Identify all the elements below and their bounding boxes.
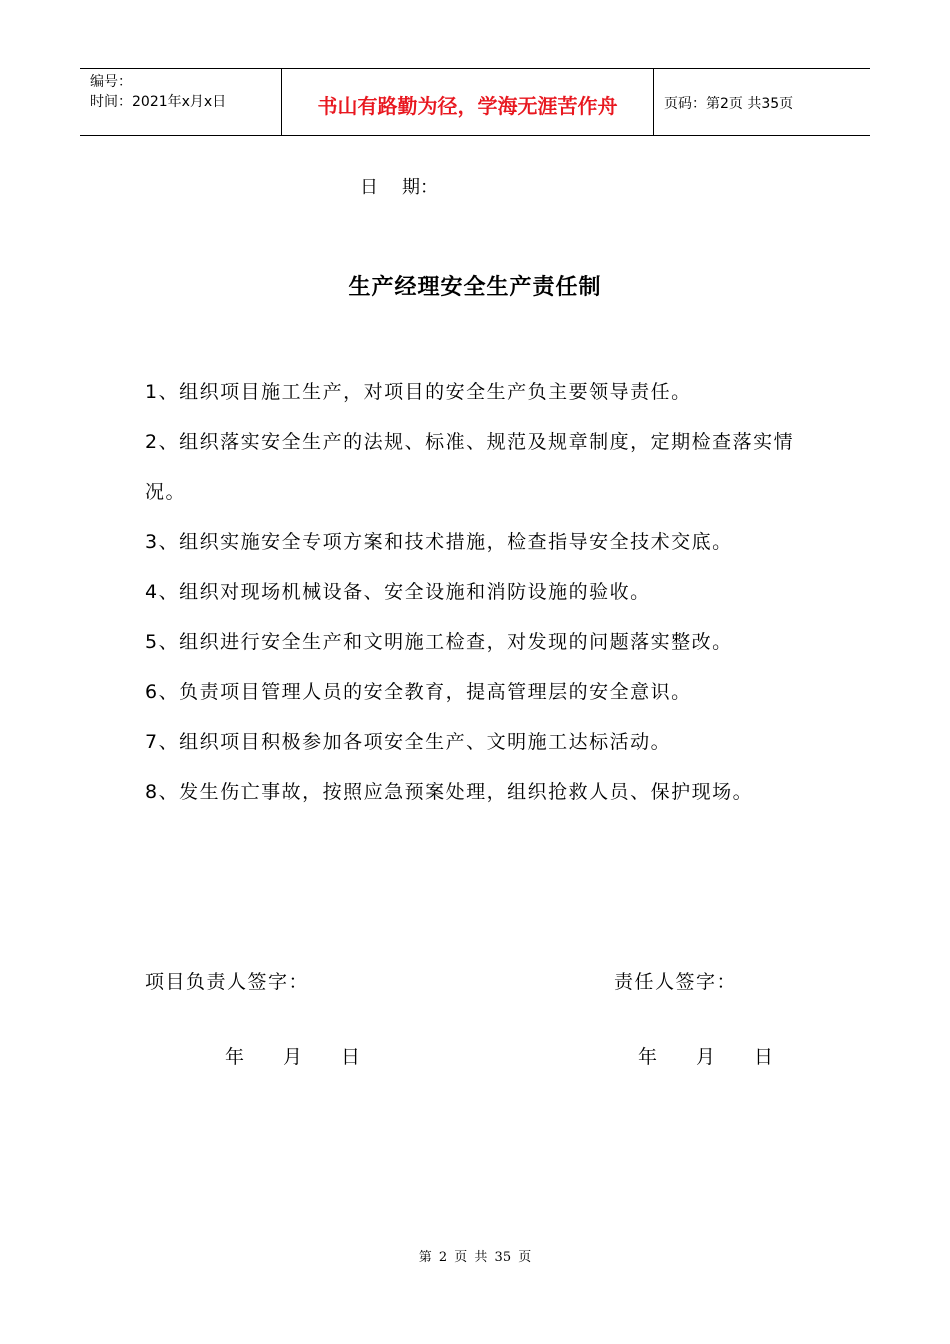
right-date-fields (638, 1042, 773, 1069)
project-leader-signature-label: 项目负责人签字： (145, 971, 310, 993)
header-table (80, 68, 870, 136)
page-footer: 第 2 页 共 35 页 (418, 1250, 532, 1265)
header-motto: 书山有路勤为径，学海无涯苦作舟 (282, 69, 654, 135)
day-label: 日 (341, 1046, 361, 1068)
header-number-label: 编号： (90, 74, 132, 90)
date-label-char-2: 期： (402, 177, 438, 198)
list-item: 1、组织项目施工生产，对项目的安全生产负主要领导责任。 (145, 381, 692, 403)
month-label: 月 (696, 1046, 716, 1068)
list-item: 3、组织实施安全专项方案和技术措施，检查指导安全技术交底。 (145, 531, 733, 553)
header-meta-cell (80, 69, 282, 135)
list-item: 7、组织项目积极参加各项安全生产、文明施工达标活动。 (145, 731, 672, 753)
list-item: 4、组织对现场机械设备、安全设施和消防设施的验收。 (145, 581, 651, 603)
year-label: 年 (638, 1046, 658, 1068)
list-item: 2、组织落实安全生产的法规、标准、规范及规章制度，定期检查落实情况。 (145, 431, 795, 503)
responsibility-list (145, 367, 815, 817)
month-label: 月 (283, 1046, 303, 1068)
list-item: 6、负责项目管理人员的安全教育，提高管理层的安全意识。 (145, 681, 692, 703)
list-item: 5、组织进行安全生产和文明施工检查，对发现的问题落实整改。 (145, 631, 733, 653)
header-time-label: 时间：2021年x月x日 (90, 94, 227, 110)
date-line (360, 173, 438, 199)
date-label-char-1: 日 (360, 177, 378, 198)
left-date-fields (225, 1042, 360, 1069)
year-label: 年 (225, 1046, 245, 1068)
header-page-info: 页码：第2页 共35页 (664, 96, 794, 112)
responsible-person-signature-label: 责任人签字： (614, 971, 738, 993)
day-label: 日 (754, 1046, 774, 1068)
list-item: 8、发生伤亡事故，按照应急预案处理，组织抢救人员、保护现场。 (145, 781, 754, 803)
page-title: 生产经理安全生产责任制 (348, 275, 602, 300)
